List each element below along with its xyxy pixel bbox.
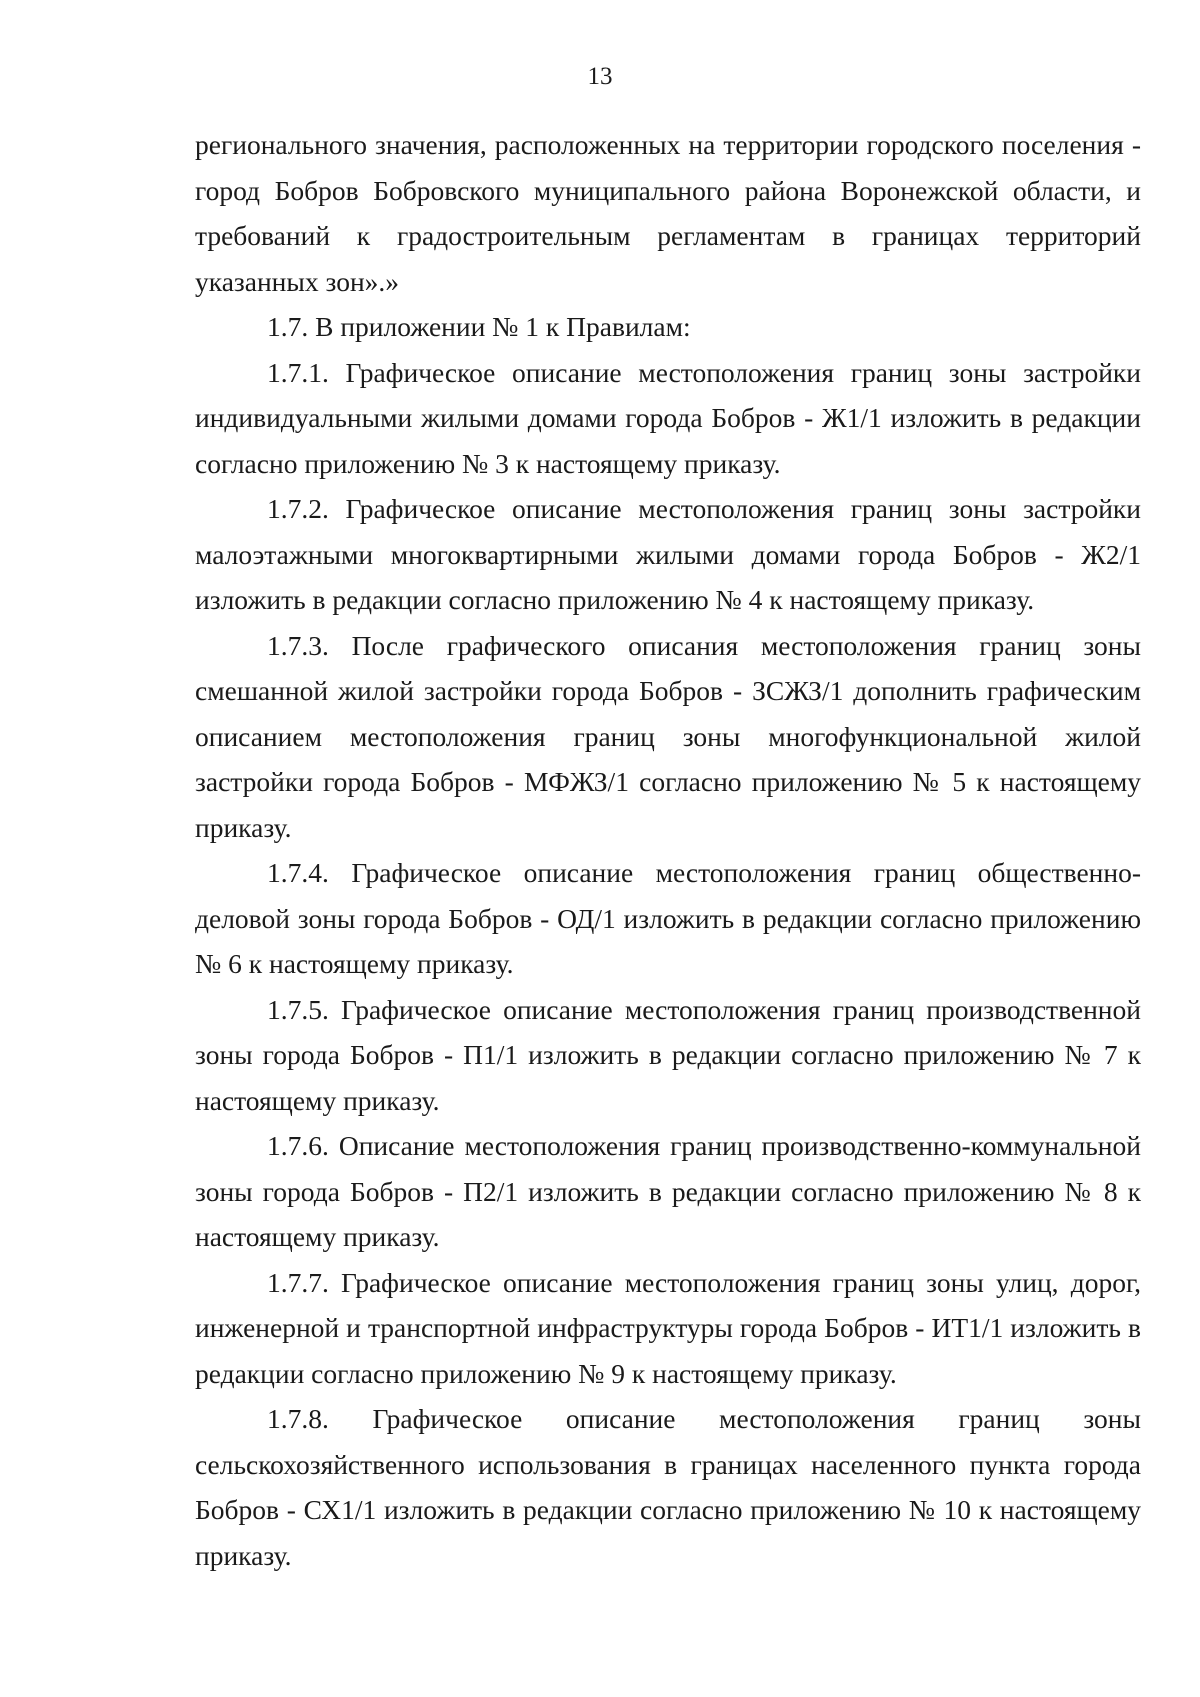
document-body — [195, 122, 1141, 1578]
paragraph-1-7-2: 1.7.2. Графическое описание местоположения границ зоны застройки малоэтажными многоквартирными жилыми домами города Бобров - Ж2/1 изложить в редакции согласно приложению № 4 к настоящему приказу. — [195, 493, 1141, 615]
paragraph-1-7-4: 1.7.4. Графическое описание местоположения границ общественно-деловой зоны города Бобров - ОД/1 изложить в редакции согласно приложению № 6 к настоящему приказу. — [195, 857, 1141, 979]
paragraph-1-7: 1.7. В приложении № 1 к Правилам: — [267, 311, 691, 342]
page-number: 13 — [587, 63, 613, 90]
paragraph-continuation: регионального значения, расположенных на территории городского поселения - город Бобров Бобровского муниципального района Воронежской области, и требований к градостроительным регламентам в границах территорий указанных зон».» — [195, 129, 1141, 297]
paragraph-1-7-5: 1.7.5. Графическое описание местоположения границ производственной зоны города Бобров - П1/1 изложить в редакции согласно приложению № 7 к настоящему приказу. — [195, 993, 1141, 1116]
paragraph-1-7-8: 1.7.8. Графическое описание местоположения границ зоны сельскохозяйственного использования в границах населенного пункта города Бобров - СХ1/1 изложить в редакции согласно приложению № 10 к настоящему приказу. — [195, 1403, 1141, 1571]
paragraph-1-7-1: 1.7.1. Графическое описание местоположения границ зоны застройки индивидуальными жилыми домами города Бобров - Ж1/1 изложить в редакции согласно приложению № 3 к настоящему приказу. — [195, 356, 1141, 479]
paragraph-1-7-7: 1.7.7. Графическое описание местоположения границ зоны улиц, дорог, инженерной и транспортной инфраструктуры города Бобров - ИТ1/1 изложить в редакции согласно приложению № 9 к настоящему приказу. — [195, 1266, 1141, 1389]
paragraph-1-7-3: 1.7.3. После графического описания местоположения границ зоны смешанной жилой застройки города Бобров - ЗСЖЗ/1 дополнить графическим описанием местоположения границ зоны многофункциональной жилой застройки города Бобров - МФЖЗ/1 согласно приложению № 5 к настоящему приказу. — [195, 629, 1141, 843]
paragraph-1-7-6: 1.7.6. Описание местоположения границ производственно-коммунальной зоны города Бобров - П2/1 изложить в редакции согласно приложению № 8 к настоящему приказу. — [195, 1130, 1141, 1252]
